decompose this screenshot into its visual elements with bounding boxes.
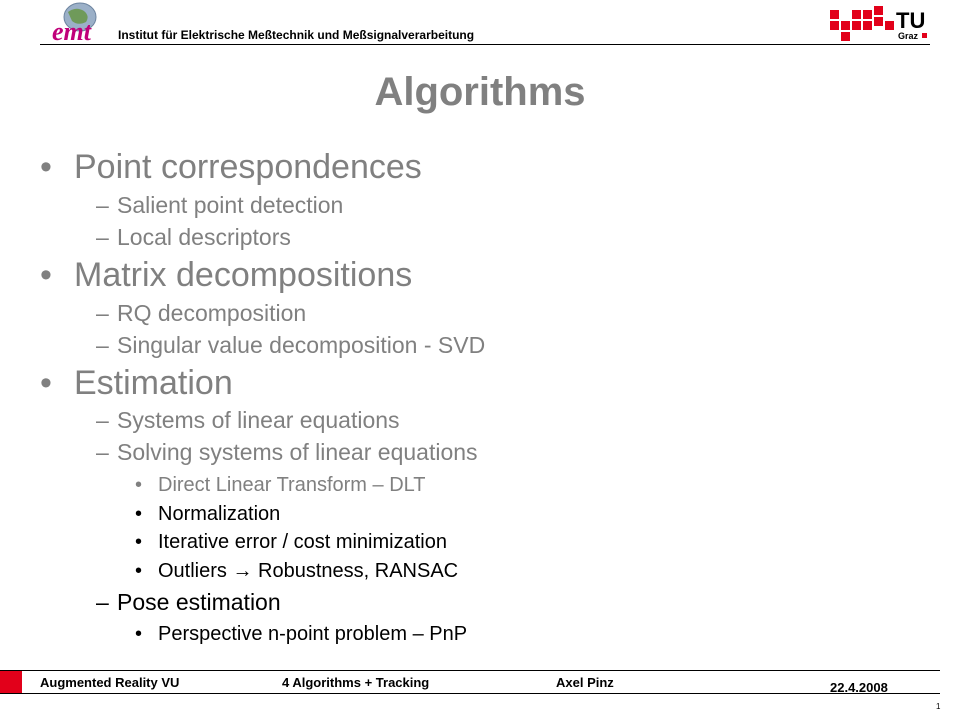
emt-logo xyxy=(40,2,120,44)
tu-logo-sub: Graz xyxy=(898,31,919,41)
footer-course: Augmented Reality VU xyxy=(40,675,180,690)
dash-marker: – xyxy=(96,589,109,615)
dash-marker: – xyxy=(96,224,109,250)
tu-graz-logo xyxy=(830,6,930,42)
slide-title: Algorithms xyxy=(374,70,586,114)
bullet-marker: • xyxy=(135,503,143,525)
bullet-marker: • xyxy=(40,148,52,186)
footer-red-block xyxy=(0,671,22,693)
footer-topic: 4 Algorithms + Tracking xyxy=(282,675,430,690)
tu-logo-text: TU xyxy=(896,8,926,33)
bullet-marker: • xyxy=(135,560,143,582)
sub-item-text: Singular value decomposition - SVD xyxy=(117,332,486,358)
dash-marker: – xyxy=(96,300,109,326)
dash-marker: – xyxy=(96,332,109,358)
sub-sub-item-text: Outliers → Robustness, RANSAC xyxy=(158,560,459,582)
footer-date: 22.4.2008 xyxy=(830,680,888,695)
footer-author: Axel Pinz xyxy=(556,675,614,690)
sub-sub-item-text: Iterative error / cost minimization xyxy=(158,531,447,553)
dash-marker: – xyxy=(96,192,109,218)
institute-name: Institut für Elektrische Meßtechnik und Meßsignalverarbeitung xyxy=(118,28,475,42)
emt-logo-text: emt xyxy=(52,17,91,44)
footer-bar xyxy=(0,670,940,694)
bullet-marker: • xyxy=(40,364,52,402)
bullet-text: Estimation xyxy=(74,364,233,402)
bullet-marker: • xyxy=(135,474,143,496)
bullet-marker: • xyxy=(40,256,52,294)
page-number: 1 xyxy=(936,702,941,711)
dash-marker: – xyxy=(96,439,109,465)
sub-sub-item-text: Perspective n-point problem – PnP xyxy=(158,623,468,645)
sub-sub-item-text: Direct Linear Transform – DLT xyxy=(158,474,426,496)
bullet-text: Point correspondences xyxy=(74,148,422,186)
dash-marker: – xyxy=(96,407,109,433)
sub-item-text: Pose estimation xyxy=(117,589,281,615)
bullet-marker: • xyxy=(135,623,143,645)
header-rule xyxy=(40,44,930,45)
bullet-text: Matrix decompositions xyxy=(74,256,413,294)
sub-item-text: RQ decomposition xyxy=(117,300,307,326)
bullet-marker: • xyxy=(135,531,143,553)
sub-item-text: Local descriptors xyxy=(117,224,291,250)
sub-item-text: Systems of linear equations xyxy=(117,407,400,433)
sub-sub-item-text: Normalization xyxy=(158,503,281,525)
sub-item-text: Salient point detection xyxy=(117,192,344,218)
sub-item-text: Solving systems of linear equations xyxy=(117,439,478,465)
